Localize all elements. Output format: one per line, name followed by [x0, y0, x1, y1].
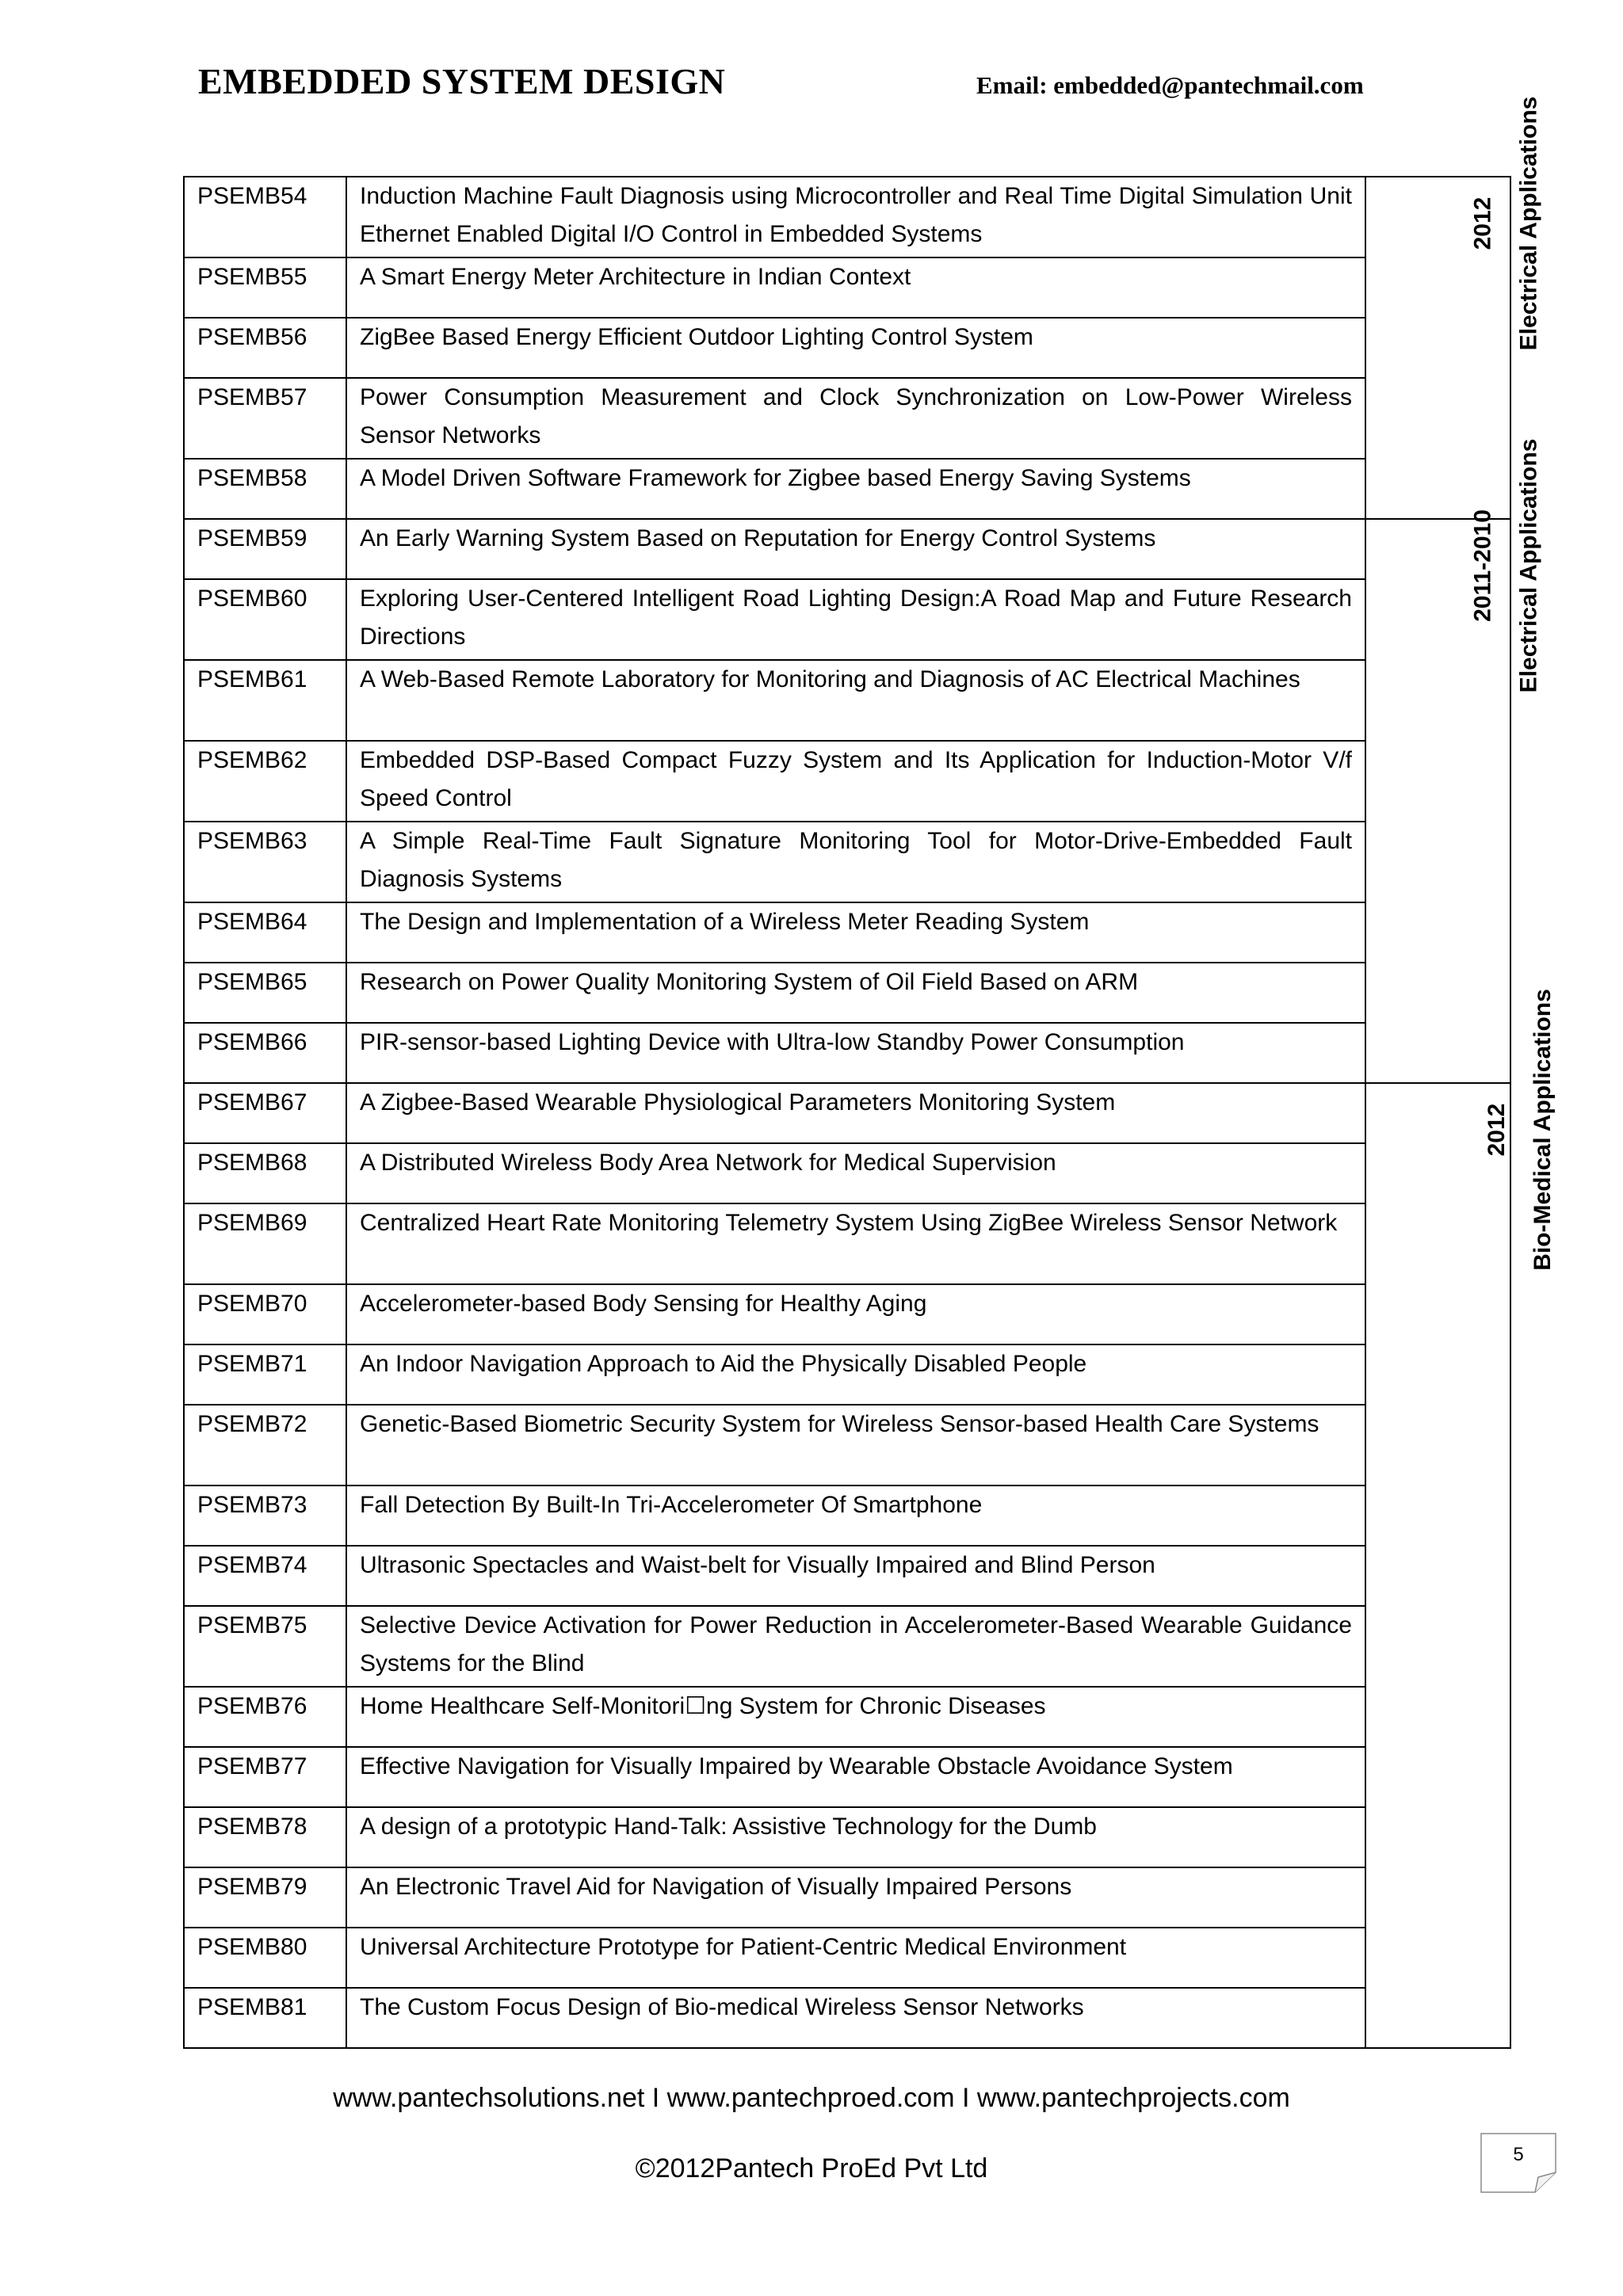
project-code: PSEMB71 — [184, 1344, 346, 1405]
project-code: PSEMB61 — [184, 660, 346, 741]
table-row — [184, 1687, 1510, 1747]
project-code: PSEMB72 — [184, 1405, 346, 1486]
project-code: PSEMB69 — [184, 1203, 346, 1284]
project-code: PSEMB54 — [184, 177, 346, 257]
page-number-box — [1480, 2133, 1556, 2193]
project-title: A Simple Real-Time Fault Signature Monitoring Tool for Motor-Drive-Embedded Fault Diagnosis Systems — [346, 822, 1365, 902]
table-row — [184, 1807, 1510, 1867]
table-row — [184, 1486, 1510, 1546]
project-title: The Custom Focus Design of Bio-medical Wireless Sensor Networks — [346, 1988, 1365, 2048]
project-title: Induction Machine Fault Diagnosis using Microcontroller and Real Time Digital Simulation Unit Ethernet Enabled Digital I/O Control in Embedded Systems — [346, 177, 1365, 257]
document-title: EMBEDDED SYSTEM DESIGN — [198, 61, 726, 101]
table-row — [184, 1546, 1510, 1606]
project-code: PSEMB76 — [184, 1687, 346, 1747]
footer-copyright: ©2012Pantech ProEd Pvt Ltd — [635, 2153, 988, 2183]
contact-email: Email: embedded@pantechmail.com — [976, 71, 1364, 99]
project-title: Effective Navigation for Visually Impaired by Wearable Obstacle Avoidance System — [346, 1747, 1365, 1807]
project-code: PSEMB78 — [184, 1807, 346, 1867]
table-row — [184, 378, 1510, 459]
project-code: PSEMB67 — [184, 1083, 346, 1143]
project-title: A Web-Based Remote Laboratory for Monitoring and Diagnosis of AC Electrical Machines — [346, 660, 1365, 741]
project-title: An Electronic Travel Aid for Navigation of Visually Impaired Persons — [346, 1867, 1365, 1928]
group-year: 2012 — [1469, 196, 1496, 250]
project-title: Centralized Heart Rate Monitoring Telemetry System Using ZigBee Wireless Sensor Network — [346, 1203, 1365, 1284]
table-row — [184, 741, 1510, 822]
project-code: PSEMB63 — [184, 822, 346, 902]
project-code: PSEMB58 — [184, 459, 346, 519]
table-row — [184, 660, 1510, 741]
project-code: PSEMB62 — [184, 741, 346, 822]
table-row — [184, 459, 1510, 519]
project-code: PSEMB57 — [184, 378, 346, 459]
table-row — [184, 1143, 1510, 1203]
table-row — [184, 177, 1510, 257]
table-row — [184, 1083, 1510, 1143]
table-row — [184, 902, 1510, 963]
project-title: A Smart Energy Meter Architecture in Indian Context — [346, 257, 1365, 318]
project-title: ZigBee Based Energy Efficient Outdoor Lighting Control System — [346, 318, 1365, 378]
group-category: Electrical Applications — [1515, 96, 1542, 351]
table-row — [184, 1606, 1510, 1687]
group-category: Electrical Applications — [1515, 438, 1542, 693]
project-title: Universal Architecture Prototype for Patient-Centric Medical Environment — [346, 1928, 1365, 1988]
project-title: Selective Device Activation for Power Reduction in Accelerometer-Based Wearable Guidance Systems for the Blind — [346, 1606, 1365, 1687]
project-title: Ultrasonic Spectacles and Waist-belt for Visually Impaired and Blind Person — [346, 1546, 1365, 1606]
footer-website-links: www.pantechsolutions.net I www.pantechproed.com I www.pantechprojects.com — [333, 2083, 1290, 2113]
project-title: A Distributed Wireless Body Area Network for Medical Supervision — [346, 1143, 1365, 1203]
project-title: Accelerometer-based Body Sensing for Healthy Aging — [346, 1284, 1365, 1344]
project-title: A Zigbee-Based Wearable Physiological Parameters Monitoring System — [346, 1083, 1365, 1143]
table-row — [184, 1867, 1510, 1928]
group-category: Bio-Medical Applications — [1529, 989, 1556, 1271]
project-title: A design of a prototypic Hand-Talk: Assistive Technology for the Dumb — [346, 1807, 1365, 1867]
project-code: PSEMB79 — [184, 1867, 346, 1928]
project-code: PSEMB74 — [184, 1546, 346, 1606]
project-code: PSEMB66 — [184, 1023, 346, 1083]
project-title: Power Consumption Measurement and Clock Synchronization on Low-Power Wireless Sensor Networks — [346, 378, 1365, 459]
project-code: PSEMB60 — [184, 579, 346, 660]
project-title: An Early Warning System Based on Reputation for Energy Control Systems — [346, 519, 1365, 579]
project-code: PSEMB80 — [184, 1928, 346, 1988]
page-number: 5 — [1513, 2144, 1524, 2165]
table-row — [184, 257, 1510, 318]
table-row — [184, 1405, 1510, 1486]
project-code: PSEMB65 — [184, 963, 346, 1023]
project-title: PIR-sensor-based Lighting Device with Ultra-low Standby Power Consumption — [346, 1023, 1365, 1083]
project-code: PSEMB81 — [184, 1988, 346, 2048]
project-code: PSEMB64 — [184, 902, 346, 963]
table-row — [184, 318, 1510, 378]
project-title: Exploring User-Centered Intelligent Road Lighting Design:A Road Map and Future Research Directions — [346, 579, 1365, 660]
table-row — [184, 519, 1510, 579]
project-title: A Model Driven Software Framework for Zigbee based Energy Saving Systems — [346, 459, 1365, 519]
project-code: PSEMB59 — [184, 519, 346, 579]
table-row — [184, 1344, 1510, 1405]
project-code: PSEMB55 — [184, 257, 346, 318]
project-title: Genetic-Based Biometric Security System for Wireless Sensor-based Health Care Systems — [346, 1405, 1365, 1486]
table-row — [184, 822, 1510, 902]
table-row — [184, 1747, 1510, 1807]
project-code: PSEMB56 — [184, 318, 346, 378]
project-title: Home Healthcare Self-Monitori☐ng System for Chronic Diseases — [346, 1687, 1365, 1747]
project-code: PSEMB75 — [184, 1606, 346, 1687]
table-row — [184, 963, 1510, 1023]
project-table — [183, 96, 1556, 2049]
table-row — [184, 1928, 1510, 1988]
project-title: Fall Detection By Built-In Tri-Accelerometer Of Smartphone — [346, 1486, 1365, 1546]
project-title: An Indoor Navigation Approach to Aid the Physically Disabled People — [346, 1344, 1365, 1405]
project-code: PSEMB77 — [184, 1747, 346, 1807]
project-code: PSEMB68 — [184, 1143, 346, 1203]
project-title: Research on Power Quality Monitoring System of Oil Field Based on ARM — [346, 963, 1365, 1023]
group-year: 2012 — [1483, 1103, 1510, 1157]
project-title: The Design and Implementation of a Wireless Meter Reading System — [346, 902, 1365, 963]
group-year: 2011-2010 — [1469, 509, 1496, 622]
project-code: PSEMB73 — [184, 1486, 346, 1546]
table-row — [184, 579, 1510, 660]
table-row — [184, 1988, 1510, 2048]
table-row — [184, 1284, 1510, 1344]
project-code: PSEMB70 — [184, 1284, 346, 1344]
table-row — [184, 1023, 1510, 1083]
group-label — [1365, 989, 1556, 2048]
project-title: Embedded DSP-Based Compact Fuzzy System and Its Application for Induction-Motor V/f Speed Control — [346, 741, 1365, 822]
table-row — [184, 1203, 1510, 1284]
